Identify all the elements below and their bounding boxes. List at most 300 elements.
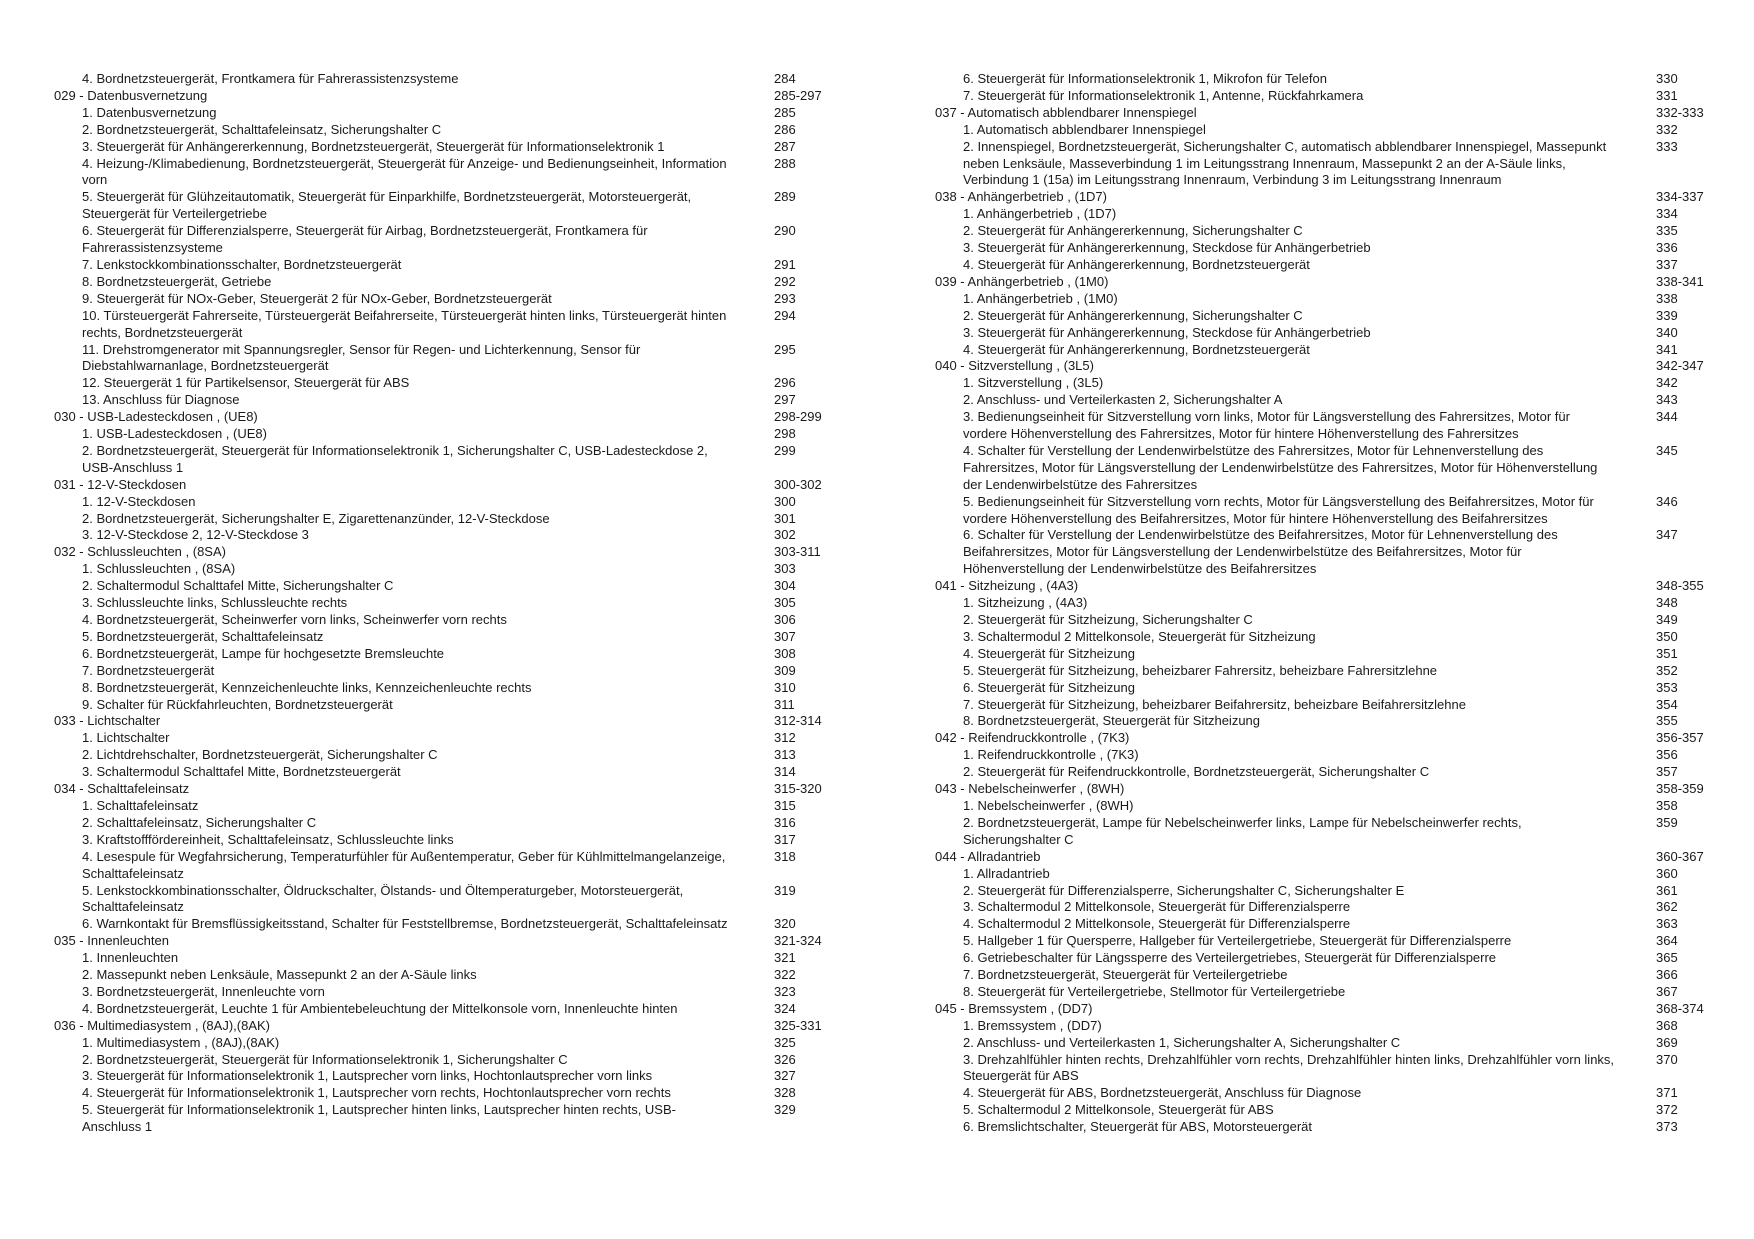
toc-subentry [54,916,834,933]
toc-page-number: 356-357 [1656,730,1704,746]
toc-entry-title: 6. Bremslichtschalter, Steuergerät für ABS, Motorsteuergerät [963,1119,1312,1135]
toc-subentry [935,1052,1715,1086]
toc-entry-title: 1. USB-Ladesteckdosen , (UE8) [82,426,267,442]
toc-page-number: 321 [774,950,796,966]
toc-page-number: 319 [774,882,796,898]
toc-entry-title: 13. Anschluss für Diagnose [82,392,240,408]
toc-page-number: 285-297 [774,87,822,103]
toc-subentry [54,1052,834,1069]
toc-subentry [935,527,1715,578]
toc-entry-title: 5. Steuergerät für Sitzheizung, beheizbarer Fahrersitz, beheizbare Fahrersitzlehne [963,662,1438,678]
toc-subentry [54,189,834,223]
toc-entry-title: 2. Steuergerät für Anhängererkennung, Sicherungshalter C [963,223,1303,239]
toc-subentry [935,713,1715,730]
toc-subentry [935,325,1715,342]
toc-page-number: 308 [774,645,796,661]
toc-entry-title: 1. Anhängerbetrieb , (1M0) [963,290,1118,306]
toc-page-number: 297 [774,392,796,408]
toc-entry-title: 4. Steuergerät für Informationselektronik 1, Lautsprecher vorn rechts, Hochtonlautsprecher vorn rechts [82,1085,671,1101]
toc-entry-title: 033 - Lichtschalter [54,713,161,729]
toc-page-number: 300-302 [774,476,822,492]
toc-entry-title: 1. Automatisch abblendbarer Innenspiegel [963,121,1206,137]
toc-page-number: 325 [774,1034,796,1050]
toc-subentry [54,105,834,122]
toc-page-number: 328 [774,1085,796,1101]
toc-page-number: 358 [1656,797,1678,813]
toc-subentry [54,223,834,257]
toc-subentry [54,122,834,139]
toc-section-heading [54,477,834,494]
toc-entry-title: 4. Heizung-/Klimabedienung, Bordnetzsteuergerät, Steuergerät für Anzeige- und Bedienungseinheit, Information vorn [82,155,727,188]
toc-page-number: 348 [1656,595,1678,611]
toc-section-heading [935,1001,1715,1018]
toc-entry-title: 4. Bordnetzsteuergerät, Frontkamera für Fahrerassistenzsysteme [82,71,459,86]
toc-subentry [54,342,834,376]
toc-subentry [935,223,1715,240]
toc-page-number: 288 [774,155,796,171]
toc-entry-title: 039 - Anhängerbetrieb , (1M0) [935,273,1109,289]
toc-entry-title: 1. Innenleuchten [82,950,179,966]
toc-entry-title: 12. Steuergerät 1 für Partikelsensor, Steuergerät für ABS [82,375,410,391]
toc-entry-title: 6. Steuergerät für Differenzialsperre, Steuergerät für Airbag, Bordnetzsteuergerät, Frontkamera für Fahrerassistenzsysteme [82,223,648,256]
toc-page-number: 309 [774,662,796,678]
toc-subentry [935,680,1715,697]
toc-entry-title: 7. Steuergerät für Sitzheizung, beheizbarer Beifahrersitz, beheizbare Beifahrersitzlehne [963,696,1466,712]
toc-entry-title: 2. Bordnetzsteuergerät, Steuergerät für Informationselektronik 1, Sicherungshalter C [82,1051,568,1067]
toc-subentry [54,1035,834,1052]
toc-page-number: 286 [774,121,796,137]
toc-subentry [54,71,834,88]
toc-entry-title: 2. Anschluss- und Verteilerkasten 1, Sicherungshalter A, Sicherungshalter C [963,1034,1401,1050]
toc-page-number: 347 [1656,527,1678,543]
toc-column-left [54,71,834,1136]
toc-subentry [935,392,1715,409]
toc-page-number: 359 [1656,814,1678,830]
toc-page-number: 315 [774,797,796,813]
toc-entry-title: 8. Bordnetzsteuergerät, Kennzeichenleuchte links, Kennzeichenleuchte rechts [82,679,532,695]
toc-entry-title: 2. Innenspiegel, Bordnetzsteuergerät, Sicherungshalter C, automatisch abblendbarer Innenspiegel, Massepunkt neben Lenksäule, Masseverbindung 1 im Leitungsstrang Innenraum, Massepunkt 2 an der A-Säule links, Verbindung 1 (15a) im Leitungsstrang Innenraum, Verbindung 3 im Leitungsstrang Innenraum [963,138,1607,188]
toc-entry-title: 4. Bordnetzsteuergerät, Scheinwerfer vorn links, Scheinwerfer vorn rechts [82,612,507,627]
toc-subentry [935,646,1715,663]
toc-entry-title: 9. Schalter für Rückfahrleuchten, Bordnetzsteuergerät [82,696,393,712]
toc-entry-title: 2. Anschluss- und Verteilerkasten 2, Sicherungshalter A [963,392,1283,408]
toc-page-number: 373 [1656,1119,1678,1135]
toc-entry-title: 035 - Innenleuchten [54,933,169,949]
toc-entry-title: 4. Steuergerät für Anhängererkennung, Bordnetzsteuergerät [963,341,1310,357]
toc-entry-title: 1. Schalttafeleinsatz [82,797,199,813]
toc-entry-title: 5. Steuergerät für Glühzeitautomatik, Steuergerät für Einparkhilfe, Bordnetzsteuergerät, Motorsteuergerät, Steuergerät für Verteilergetriebe [82,189,692,222]
toc-subentry [54,883,834,917]
toc-subentry [935,764,1715,781]
toc-entry-title: 2. Steuergerät für Anhängererkennung, Sicherungshalter C [963,307,1303,323]
toc-entry-title: 5. Bedienungseinheit für Sitzverstellung vorn rechts, Motor für Längsverstellung des Beifahrersitzes, Motor für vordere Höhenverstellung des Beifahrersitzes, Motor für hintere Höhenverstellung des Beifahrersitzes [963,493,1594,526]
toc-subentry [54,494,834,511]
toc-page-number: 310 [774,679,796,695]
toc-entry-title: 042 - Reifendruckkontrolle , (7K3) [935,730,1130,746]
toc-page-number: 350 [1656,628,1678,644]
toc-entry-title: 034 - Schalttafeleinsatz [54,781,190,797]
toc-page-number: 323 [774,983,796,999]
toc-entry-title: 1. Allradantrieb [963,865,1050,881]
toc-entry-title: 10. Türsteuergerät Fahrerseite, Türsteuergerät Beifahrerseite, Türsteuergerät hinten links, Türsteuergerät hinten rechts, Bordnetzsteuergerät [82,307,727,340]
toc-page-number: 325-331 [774,1017,822,1033]
toc-entry-title: 3. Drehzahlfühler hinten rechts, Drehzahlfühler vorn rechts, Drehzahlfühler hinten links, Drehzahlfühler vorn links, Steuergerät für ABS [963,1051,1615,1084]
toc-page-number: 348-355 [1656,578,1704,594]
toc-page-number: 321-324 [774,933,822,949]
toc-entry-title: 1. Nebelscheinwerfer , (8WH) [963,797,1134,813]
toc-page-number: 333 [1656,138,1678,154]
toc-entry-title: 4. Steuergerät für Anhängererkennung, Bordnetzsteuergerät [963,256,1310,272]
toc-subentry [54,1102,834,1136]
toc-page-number: 299 [774,442,796,458]
toc-entry-title: 8. Bordnetzsteuergerät, Steuergerät für Sitzheizung [963,713,1261,729]
toc-subentry [54,663,834,680]
toc-subentry [935,933,1715,950]
toc-subentry [54,967,834,984]
toc-entry-title: 6. Warnkontakt für Bremsflüssigkeitsstand, Schalter für Feststellbremse, Bordnetzsteuergerät, Schalttafeleinsatz [82,916,728,932]
toc-page-number: 351 [1656,645,1678,661]
toc-page-number: 329 [774,1102,796,1118]
toc-subentry [54,984,834,1001]
toc-subentry [54,747,834,764]
toc-entry-title: 8. Bordnetzsteuergerät, Getriebe [82,273,272,289]
toc-entry-title: 030 - USB-Ladesteckdosen , (UE8) [54,409,258,425]
toc-entry-title: 2. Schaltermodul Schalttafel Mitte, Sicherungshalter C [82,578,394,594]
toc-page-number: 339 [1656,307,1678,323]
toc-entry-title: 6. Getriebeschalter für Längssperre des Verteilergetriebes, Steuergerät für Differenzialsperre [963,950,1497,966]
toc-subentry [54,1001,834,1018]
toc-page-number: 312-314 [774,713,822,729]
toc-subentry [935,866,1715,883]
toc-section-heading [54,88,834,105]
toc-page-number: 298-299 [774,409,822,425]
toc-section-heading [54,409,834,426]
toc-subentry [54,257,834,274]
toc-entry-title: 3. Schlussleuchte links, Schlussleuchte rechts [82,595,348,611]
toc-page-number: 345 [1656,442,1678,458]
toc-entry-title: 1. Sitzheizung , (4A3) [963,595,1088,611]
toc-page-number: 296 [774,375,796,391]
toc-entry-title: 11. Drehstromgenerator mit Spannungsregler, Sensor für Regen- und Lichterkennung, Sensor für Diebstahlwarnanlage, Bordnetzsteuergerät [82,341,641,374]
toc-subentry [935,1085,1715,1102]
toc-subentry [54,612,834,629]
toc-entry-title: 2. Bordnetzsteuergerät, Lampe für Nebelscheinwerfer links, Lampe für Nebelscheinwerfer rechts, Sicherungshalter C [963,814,1522,847]
toc-page-number: 337 [1656,256,1678,272]
toc-section-heading [54,781,834,798]
toc-page-number: 316 [774,814,796,830]
toc-entry-title: 3. Steuergerät für Anhängererkennung, Steckdose für Anhängerbetrieb [963,240,1371,256]
toc-page-number: 371 [1656,1085,1678,1101]
toc-subentry [935,1018,1715,1035]
toc-section-heading [935,578,1715,595]
toc-page-number: 344 [1656,409,1678,425]
toc-entry-title: 1. Anhängerbetrieb , (1D7) [963,206,1117,222]
toc-page-number: 360-367 [1656,848,1704,864]
toc-page-number: 330 [1656,71,1678,86]
toc-entry-title: 3. Schaltermodul 2 Mittelkonsole, Steuergerät für Differenzialsperre [963,899,1351,915]
toc-page-number: 346 [1656,493,1678,509]
toc-page-number: 318 [774,848,796,864]
toc-page-number: 343 [1656,392,1678,408]
toc-entry-title: 2. Massepunkt neben Lenksäule, Massepunkt 2 an der A-Säule links [82,967,477,983]
toc-subentry [54,798,834,815]
toc-section-heading [935,274,1715,291]
toc-entry-title: 1. Bremssystem , (DD7) [963,1017,1102,1033]
toc-entry-title: 6. Steuergerät für Informationselektronik 1, Mikrofon für Telefon [963,71,1327,86]
toc-page-number: 357 [1656,764,1678,780]
toc-subentry [54,578,834,595]
toc-subentry [935,139,1715,190]
toc-entry-title: 043 - Nebelscheinwerfer , (8WH) [935,781,1125,797]
toc-entry-title: 044 - Allradantrieb [935,848,1041,864]
toc-page-number: 315-320 [774,781,822,797]
toc-page-number: 356 [1656,747,1678,763]
toc-subentry [54,308,834,342]
toc-entry-title: 2. Steuergerät für Reifendruckkontrolle, Bordnetzsteuergerät, Sicherungshalter C [963,764,1430,780]
toc-page-number: 303 [774,561,796,577]
toc-page-number: 358-359 [1656,781,1704,797]
toc-page-number: 361 [1656,882,1678,898]
toc-subentry [935,308,1715,325]
toc-entry-title: 3. Schaltermodul Schalttafel Mitte, Bordnetzsteuergerät [82,764,401,780]
toc-entry-title: 1. 12-V-Steckdosen [82,493,196,509]
toc-page-number: 327 [774,1068,796,1084]
toc-subentry [935,240,1715,257]
toc-page-number: 298 [774,426,796,442]
toc-subentry [54,764,834,781]
toc-entry-title: 2. Schalttafeleinsatz, Sicherungshalter C [82,814,317,830]
toc-entry-title: 3. Bedienungseinheit für Sitzverstellung vorn links, Motor für Längsverstellung des Fahrersitzes, Motor für vordere Höhenverstellung des Fahrersitzes, Motor für hintere Höhenverstellung des Fahrersitzes [963,409,1570,442]
toc-page-number: 313 [774,747,796,763]
toc-page-number: 332 [1656,121,1678,137]
toc-entry-title: 4. Steuergerät für ABS, Bordnetzsteuergerät, Anschluss für Diagnose [963,1085,1362,1101]
toc-subentry [54,156,834,190]
toc-entry-title: 2. Steuergerät für Differenzialsperre, Sicherungshalter C, Sicherungshalter E [963,882,1405,898]
toc-entry-title: 2. Steuergerät für Sitzheizung, Sicherungshalter C [963,612,1253,627]
toc-page-number: 342-347 [1656,358,1704,374]
toc-entry-title: 1. Sitzverstellung , (3L5) [963,375,1104,391]
toc-subentry [935,629,1715,646]
toc-section-heading [935,730,1715,747]
toc-entry-title: 4. Steuergerät für Sitzheizung [963,645,1135,661]
toc-page-number: 338-341 [1656,273,1704,289]
toc-entry-title: 3. Steuergerät für Anhängererkennung, Steckdose für Anhängerbetrieb [963,324,1371,340]
toc-page-number: 362 [1656,899,1678,915]
toc-page-number: 305 [774,595,796,611]
toc-page-number: 290 [774,223,796,239]
toc-page-number: 360 [1656,865,1678,881]
toc-entry-title: 2. Bordnetzsteuergerät, Steuergerät für Informationselektronik 1, Sicherungshalter C, USB-Ladesteckdose 2, USB-Anschluss 1 [82,442,708,475]
toc-page-number: 317 [774,831,796,847]
toc-page-number: 342 [1656,375,1678,391]
toc-entry-title: 3. 12-V-Steckdose 2, 12-V-Steckdose 3 [82,527,309,543]
toc-page-number: 334-337 [1656,189,1704,205]
toc-entry-title: 2. Bordnetzsteuergerät, Sicherungshalter E, Zigarettenanzünder, 12-V-Steckdose [82,510,550,526]
toc-subentry [935,1102,1715,1119]
toc-entry-title: 9. Steuergerät für NOx-Geber, Steuergerät 2 für NOx-Geber, Bordnetzsteuergerät [82,290,552,306]
toc-subentry [54,950,834,967]
toc-entry-title: 1. Datenbusvernetzung [82,104,217,120]
toc-entry-title: 3. Schaltermodul 2 Mittelkonsole, Steuergerät für Sitzheizung [963,628,1316,644]
toc-section-heading [935,189,1715,206]
toc-page-number: 312 [774,730,796,746]
toc-section-heading [935,781,1715,798]
toc-subentry [54,443,834,477]
toc-page-number: 340 [1656,324,1678,340]
toc-entry-title: 3. Steuergerät für Informationselektronik 1, Lautsprecher vorn links, Hochtonlautsprecher vorn links [82,1068,653,1084]
toc-page-number: 365 [1656,950,1678,966]
toc-page-number: 301 [774,510,796,526]
toc-entry-title: 6. Bordnetzsteuergerät, Lampe für hochgesetzte Bremsleuchte [82,645,445,661]
toc-section-heading [935,105,1715,122]
toc-subentry [935,697,1715,714]
toc-subentry [54,646,834,663]
toc-page-number: 338 [1656,290,1678,306]
toc-entry-title: 5. Steuergerät für Informationselektronik 1, Lautsprecher hinten links, Lautsprecher hinten rechts, USB-Anschluss 1 [82,1102,676,1135]
toc-entry-title: 8. Steuergerät für Verteilergetriebe, Stellmotor für Verteilergetriebe [963,983,1346,999]
toc-section-heading [54,713,834,730]
toc-page-number: 368 [1656,1017,1678,1033]
toc-subentry [54,680,834,697]
toc-entry-title: 5. Lenkstockkombinationsschalter, Öldruckschalter, Ölstands- und Öltemperaturgeber, Motorsteuergerät, Schalttafeleinsatz [82,882,684,915]
toc-page-number: 366 [1656,967,1678,983]
toc-section-heading [54,933,834,950]
toc-subentry [935,206,1715,223]
toc-entry-title: 2. Bordnetzsteuergerät, Schalttafeleinsatz, Sicherungshalter C [82,121,442,137]
toc-page-number: 293 [774,290,796,306]
toc-entry-title: 4. Schaltermodul 2 Mittelkonsole, Steuergerät für Differenzialsperre [963,916,1351,932]
toc-subentry [54,1068,834,1085]
toc-section-heading [54,1018,834,1035]
toc-page-number: 284 [774,71,796,86]
toc-entry-title: 029 - Datenbusvernetzung [54,87,208,103]
toc-entry-title: 7. Steuergerät für Informationselektronik 1, Antenne, Rückfahrkamera [963,87,1364,103]
toc-subentry [935,984,1715,1001]
toc-page-number: 322 [774,967,796,983]
toc-subentry [935,71,1715,88]
toc-entry-title: 6. Steuergerät für Sitzheizung [963,679,1135,695]
toc-page-number: 303-311 [774,544,821,560]
toc-entry-title: 7. Lenkstockkombinationsschalter, Bordnetzsteuergerät [82,256,402,272]
toc-section-heading [935,849,1715,866]
toc-subentry [935,342,1715,359]
toc-page-number: 334 [1656,206,1678,222]
toc-subentry [935,950,1715,967]
toc-entry-title: 5. Bordnetzsteuergerät, Schalttafeleinsatz [82,628,324,644]
toc-subentry [935,122,1715,139]
toc-subentry [935,798,1715,815]
toc-subentry [54,1085,834,1102]
toc-page-number: 307 [774,628,796,644]
toc-subentry [54,375,834,392]
toc-subentry [935,494,1715,528]
toc-subentry [54,832,834,849]
toc-entry-title: 4. Lesespule für Wegfahrsicherung, Temperaturfühler für Außentemperatur, Geber für Kühlmittelmangelanzeige, Schalttafeleinsatz [82,848,726,881]
toc-subentry [54,392,834,409]
toc-subentry [54,595,834,612]
toc-page-number: 364 [1656,933,1678,949]
toc-page-number: 336 [1656,240,1678,256]
toc-page-number: 354 [1656,696,1678,712]
toc-entry-title: 031 - 12-V-Steckdosen [54,476,187,492]
toc-entry-title: 1. Lichtschalter [82,730,170,746]
toc-subentry [54,274,834,291]
toc-page-number: 289 [774,189,796,205]
toc-page-number: 294 [774,307,796,323]
toc-subentry [54,629,834,646]
toc-page-number: 291 [774,256,796,272]
toc-subentry [935,88,1715,105]
toc-page-number: 326 [774,1051,796,1067]
toc-subentry [935,443,1715,494]
toc-entry-title: 032 - Schlussleuchten , (8SA) [54,544,226,560]
toc-subentry [935,747,1715,764]
toc-column-right [935,71,1715,1136]
toc-subentry [935,1035,1715,1052]
toc-entry-title: 3. Steuergerät für Anhängererkennung, Bordnetzsteuergerät, Steuergerät für Informationselektronik 1 [82,138,665,154]
toc-entry-title: 4. Schalter für Verstellung der Lendenwirbelstütze des Fahrersitzes, Motor für Lehnenverstellung des Fahrersitzes, Motor für Längsverstellung der Lendenwirbelstütze des Fahrersitzes, Motor für Höhenverstellung der Lendenwirbelstütze des Fahrersitzes [963,442,1598,492]
toc-subentry [54,849,834,883]
toc-entry-title: 2. Lichtdrehschalter, Bordnetzsteuergerät, Sicherungshalter C [82,747,438,763]
toc-subentry [935,612,1715,629]
toc-subentry [54,291,834,308]
toc-subentry [54,511,834,528]
toc-subentry [54,527,834,544]
toc-subentry [935,595,1715,612]
toc-subentry [935,1119,1715,1136]
toc-entry-title: 1. Multimediasystem , (8AJ),(8AK) [82,1034,280,1050]
toc-subentry [935,967,1715,984]
toc-entry-title: 7. Bordnetzsteuergerät, Steuergerät für Verteilergetriebe [963,967,1288,983]
toc-page-number: 363 [1656,916,1678,932]
toc-page-number: 367 [1656,983,1678,999]
toc-page-number: 324 [774,1000,796,1016]
toc-page-number: 352 [1656,662,1678,678]
toc-entry-title: 7. Bordnetzsteuergerät [82,662,215,678]
toc-page-number: 349 [1656,612,1678,627]
toc-subentry [54,139,834,156]
toc-entry-title: 040 - Sitzverstellung , (3L5) [935,358,1094,374]
toc-subentry [54,815,834,832]
toc-subentry [935,815,1715,849]
toc-entry-title: 036 - Multimediasystem , (8AJ),(8AK) [54,1017,271,1033]
toc-page-number: 304 [774,578,796,594]
toc-entry-title: 5. Schaltermodul 2 Mittelkonsole, Steuergerät für ABS [963,1102,1274,1118]
toc-page-number: 369 [1656,1034,1678,1050]
toc-subentry [54,697,834,714]
toc-page-number: 300 [774,493,796,509]
toc-entry-title: 4. Bordnetzsteuergerät, Leuchte 1 für Ambientebeleuchtung der Mittelkonsole vorn, Innenleuchte hinten [82,1000,678,1016]
toc-section-heading [935,358,1715,375]
toc-entry-title: 041 - Sitzheizung , (4A3) [935,578,1079,594]
toc-page-number: 353 [1656,679,1678,695]
toc-entry-title: 6. Schalter für Verstellung der Lendenwirbelstütze des Beifahrersitzes, Motor für Lehnenverstellung des Beifahrersitzes, Motor für Längsverstellung der Lendenwirbelstütze des Beifahrersitzes, Motor für Höhenverstellung der Lendenwirbelstütze des Beifahrersitzes [963,527,1558,577]
toc-subentry [935,257,1715,274]
toc-subentry [54,730,834,747]
toc-page-number: 335 [1656,223,1678,239]
toc-page-number: 341 [1656,341,1678,357]
toc-entry-title: 1. Reifendruckkontrolle , (7K3) [963,747,1139,763]
toc-entry-title: 5. Hallgeber 1 für Quersperre, Hallgeber für Verteilergetriebe, Steuergerät für Differenzialsperre [963,933,1512,949]
toc-page-number: 287 [774,138,796,154]
toc-subentry [935,899,1715,916]
toc-subentry [935,375,1715,392]
toc-entry-title: 3. Kraftstofffördereinheit, Schalttafeleinsatz, Schlussleuchte links [82,831,454,847]
toc-entry-title: 3. Bordnetzsteuergerät, Innenleuchte vorn [82,983,325,999]
toc-subentry [54,426,834,443]
toc-page-number: 292 [774,273,796,289]
toc-page-number: 368-374 [1656,1000,1704,1016]
